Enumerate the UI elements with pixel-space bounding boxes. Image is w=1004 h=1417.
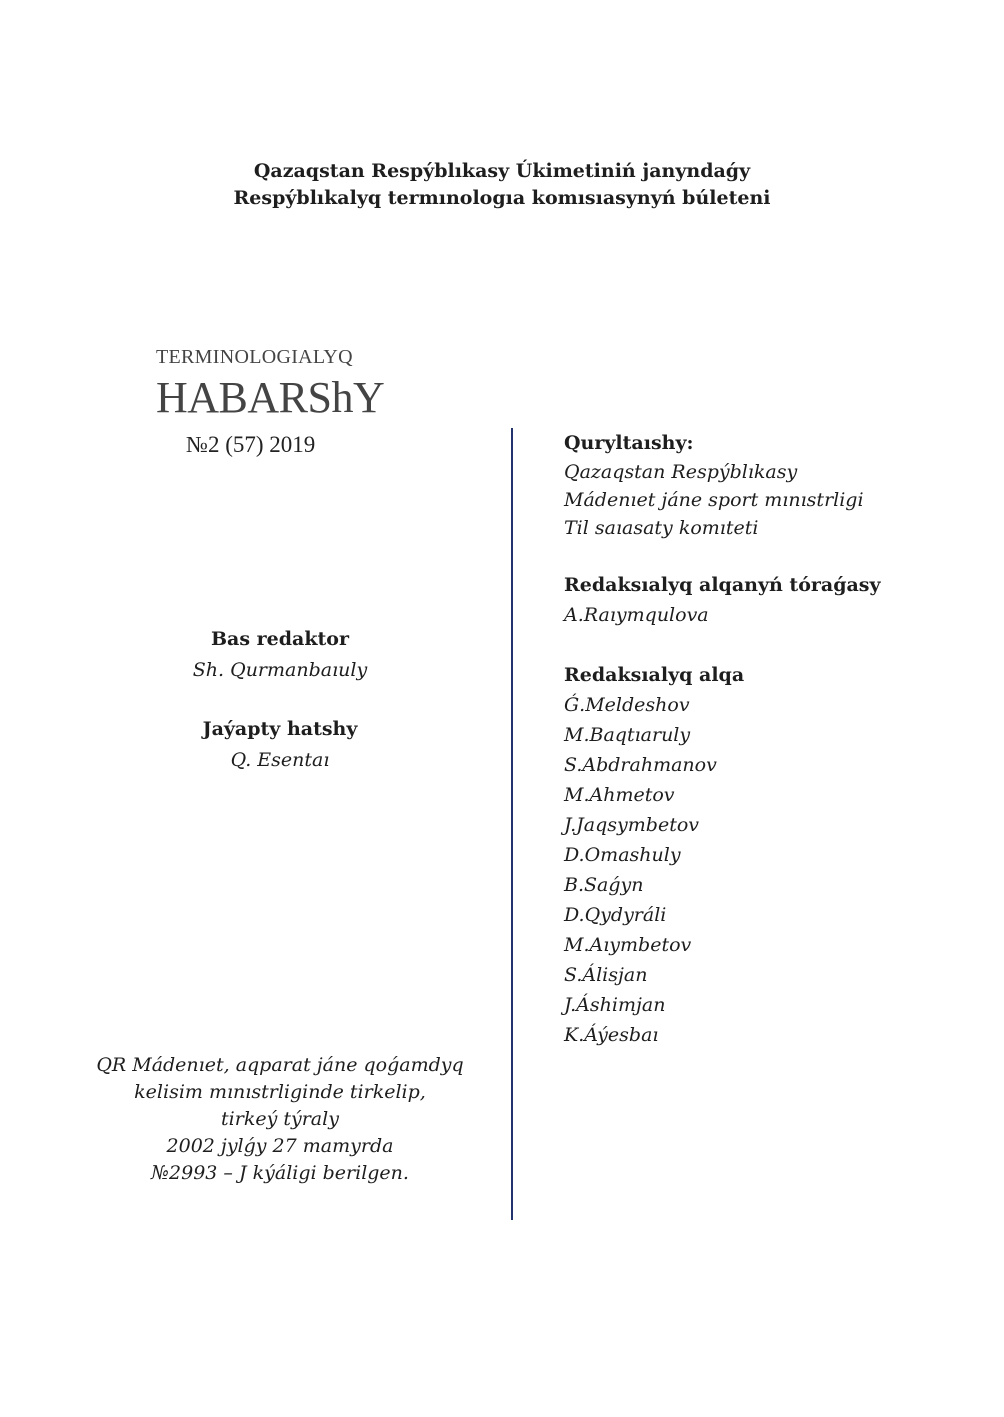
editorial-board-block: [564, 660, 744, 1050]
registration-line: №2993 – J kýáligi berilgen.: [151, 1162, 409, 1184]
board-member: Ǵ.Meldeshov: [564, 694, 690, 716]
bulletin-header: [0, 158, 1004, 212]
board-member: J.Áshimjan: [564, 994, 666, 1016]
board-chair-label: Redaksıalyq alqanyń tóraǵasy: [564, 574, 881, 596]
header-line-2: Respýblıkalyq termınologıa komısıasynyń búleteni: [233, 187, 771, 209]
board-chair-block: [564, 570, 881, 630]
board-member: B.Saǵyn: [564, 874, 644, 896]
board-member: M.Aıymbetov: [564, 934, 692, 956]
founder-line: Mádenıet jáne sport mınıstrligi: [564, 489, 864, 511]
registration-line: kelisim mınıstrliginde tirkelip,: [134, 1081, 426, 1103]
secretary-name: Q. Esentaı: [230, 749, 330, 771]
masthead-title: HABARShY: [156, 373, 385, 422]
board-chair-name: A.Raıymqulova: [564, 604, 709, 626]
issue-number: №2 (57) 2019: [186, 432, 316, 457]
registration-notice: [80, 1052, 480, 1187]
board-member: M.Baqtıaruly: [564, 724, 691, 746]
founder-block: [564, 428, 864, 542]
founder-line: Qazaqstan Respýblıkasy: [564, 461, 798, 483]
board-member: S.Abdrahmanov: [564, 754, 717, 776]
board-member: M.Ahmetov: [564, 784, 675, 806]
registration-line: tirkeý týraly: [221, 1108, 339, 1130]
registration-line: 2002 jylǵy 27 mamyrda: [166, 1135, 394, 1157]
secretary-label: Jaýapty hatshy: [202, 718, 358, 740]
board-member: J.Jaqsymbetov: [564, 814, 700, 836]
editorial-board-label: Redaksıalyq alqa: [564, 664, 745, 686]
header-line-1: Qazaqstan Respýblıkasy Úkimetiniń janyndaǵy: [253, 160, 751, 182]
founder-line: Til saıasaty komıteti: [564, 517, 759, 539]
founder-label: Quryltaıshy:: [564, 432, 694, 454]
board-member: D.Omashuly: [564, 844, 681, 866]
board-member: D.Qydyráli: [564, 904, 667, 926]
column-divider: [511, 428, 513, 1220]
board-member: K.Áýesbaı: [564, 1024, 659, 1046]
board-member: S.Álisjan: [564, 964, 648, 986]
chief-editor-label: Bas redaktor: [210, 628, 349, 650]
registration-line: QR Mádenıet, aqparat jáne qoǵamdyq: [96, 1054, 464, 1076]
chief-editor-name: Sh. Qurmanbaıuly: [192, 659, 368, 681]
masthead-overline: TERMINOLOGIALYQ: [156, 346, 353, 368]
